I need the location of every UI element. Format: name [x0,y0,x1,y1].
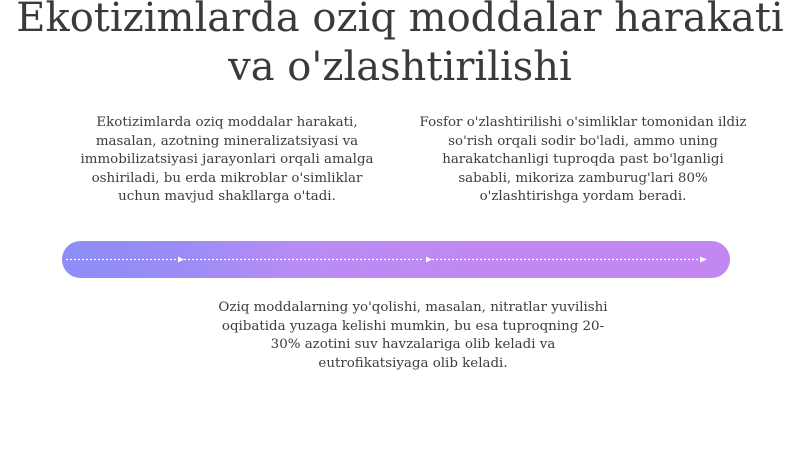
nitrogen-mineralization-text: Ekotizimlarda oziq moddalar harakati, masalan, azotning mineralizatsiyasi va immobilizatsiyasi jarayonlari orqali amalga oshiriladi, bu erda mikroblar o'simliklar uchun mavjud shakllarga o'tadi. [80,115,374,204]
nutrient-loss-text: Oziq moddalarning yo'qolishi, masalan, nitratlar yuvilishi oqibatida yuzaga kelishi mumkin, bu esa tuproqning 20-30% azotini suv havzalariga olib keladi va eutrofikatsiyaga olib keladi. [218,300,608,371]
arrow-right-icon [426,257,432,263]
flow-arrows [62,241,730,278]
phosphorus-uptake-text: Fosfor o'zlashtirilishi o'simliklar tomonidan ildiz so'rish orqali sodir bo'ladi, ammo uning harakatchanligi tuproqda past bo'lganligi sababli, mikoriza zamburug'lari 80% o'zlashtirishga yordam beradi. [419,115,747,204]
arrow-right-icon [178,257,184,263]
arrow-right-icon [700,257,707,263]
slide-title: Ekotizimlarda oziq moddalar harakati va o'zlashtirilishi [16,0,784,90]
nutrient-flow-bar [62,241,730,278]
